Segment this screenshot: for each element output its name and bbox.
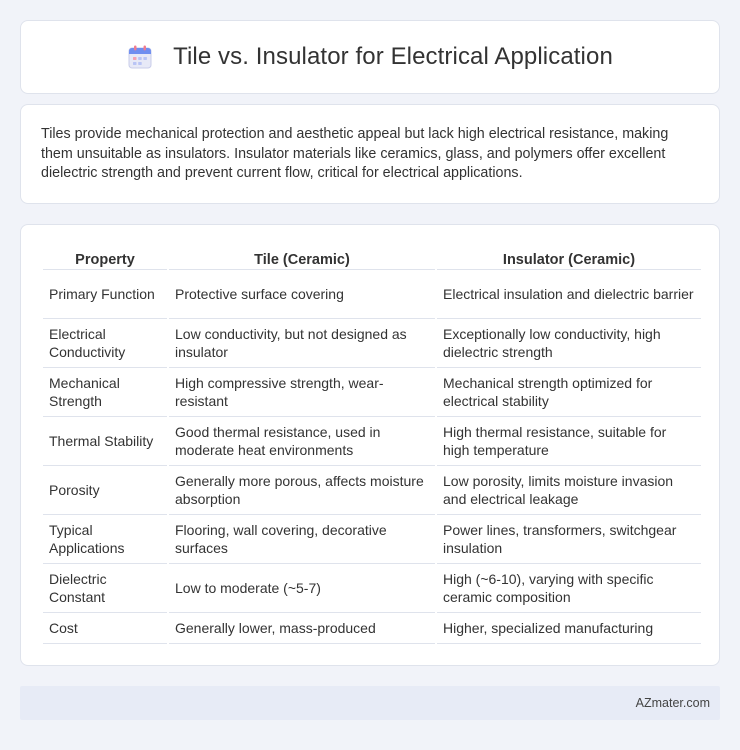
header-insulator: Insulator (Ceramic)	[437, 244, 701, 270]
cell-property: Electrical Conductivity	[43, 319, 167, 368]
cell-property: Porosity	[43, 466, 167, 515]
cell-insulator: Exceptionally low conductivity, high dielectric strength	[437, 319, 701, 368]
cell-property: Dielectric Constant	[43, 564, 167, 613]
table-row	[43, 319, 701, 368]
table-row	[43, 564, 701, 613]
cell-tile: High compressive strength, wear-resistant	[169, 368, 435, 417]
cell-property: Cost	[43, 613, 167, 644]
comparison-table-card	[20, 224, 720, 666]
cell-tile: Generally more porous, affects moisture absorption	[169, 466, 435, 515]
page-title: Tile vs. Insulator for Electrical Application	[173, 43, 613, 70]
cell-insulator: High (~6-10), varying with specific ceramic composition	[437, 564, 701, 613]
cell-property: Thermal Stability	[43, 417, 167, 466]
table-row	[43, 270, 701, 319]
cell-insulator: Higher, specialized manufacturing	[437, 613, 701, 644]
cell-property: Mechanical Strength	[43, 368, 167, 417]
cell-tile: Low to moderate (~5-7)	[169, 564, 435, 613]
header-tile: Tile (Ceramic)	[169, 244, 435, 270]
cell-tile: Low conductivity, but not designed as insulator	[169, 319, 435, 368]
footer-brand[interactable]: AZmater.com	[635, 696, 710, 710]
footer-bar	[20, 686, 720, 720]
table-row	[43, 613, 701, 644]
header-property: Property	[43, 244, 167, 270]
cell-property: Typical Applications	[43, 515, 167, 564]
title-wrap	[127, 43, 613, 71]
cell-insulator: Electrical insulation and dielectric barrier	[437, 270, 701, 319]
cell-tile: Generally lower, mass-produced	[169, 613, 435, 644]
cell-tile: Protective surface covering	[169, 270, 435, 319]
title-card	[20, 20, 720, 94]
comparison-table	[41, 244, 703, 644]
cell-insulator: Mechanical strength optimized for electrical stability	[437, 368, 701, 417]
cell-property: Primary Function	[43, 270, 167, 319]
table-row	[43, 466, 701, 515]
cell-insulator: Low porosity, limits moisture invasion and electrical leakage	[437, 466, 701, 515]
table-header-row	[43, 244, 701, 270]
calendar-icon	[127, 44, 153, 70]
cell-insulator: High thermal resistance, suitable for high temperature	[437, 417, 701, 466]
table-row	[43, 368, 701, 417]
table-row	[43, 515, 701, 564]
intro-text: Tiles provide mechanical protection and aesthetic appeal but lack high electrical resistance, making them unsuitable as insulators. Insulator materials like ceramics, glass, and polymers offer excellent dielectric strength and prevent current flow, critical for electrical applications.	[41, 126, 669, 181]
cell-tile: Good thermal resistance, used in moderate heat environments	[169, 417, 435, 466]
table-row	[43, 417, 701, 466]
intro-card	[20, 104, 720, 204]
cell-insulator: Power lines, transformers, switchgear insulation	[437, 515, 701, 564]
cell-tile: Flooring, wall covering, decorative surfaces	[169, 515, 435, 564]
